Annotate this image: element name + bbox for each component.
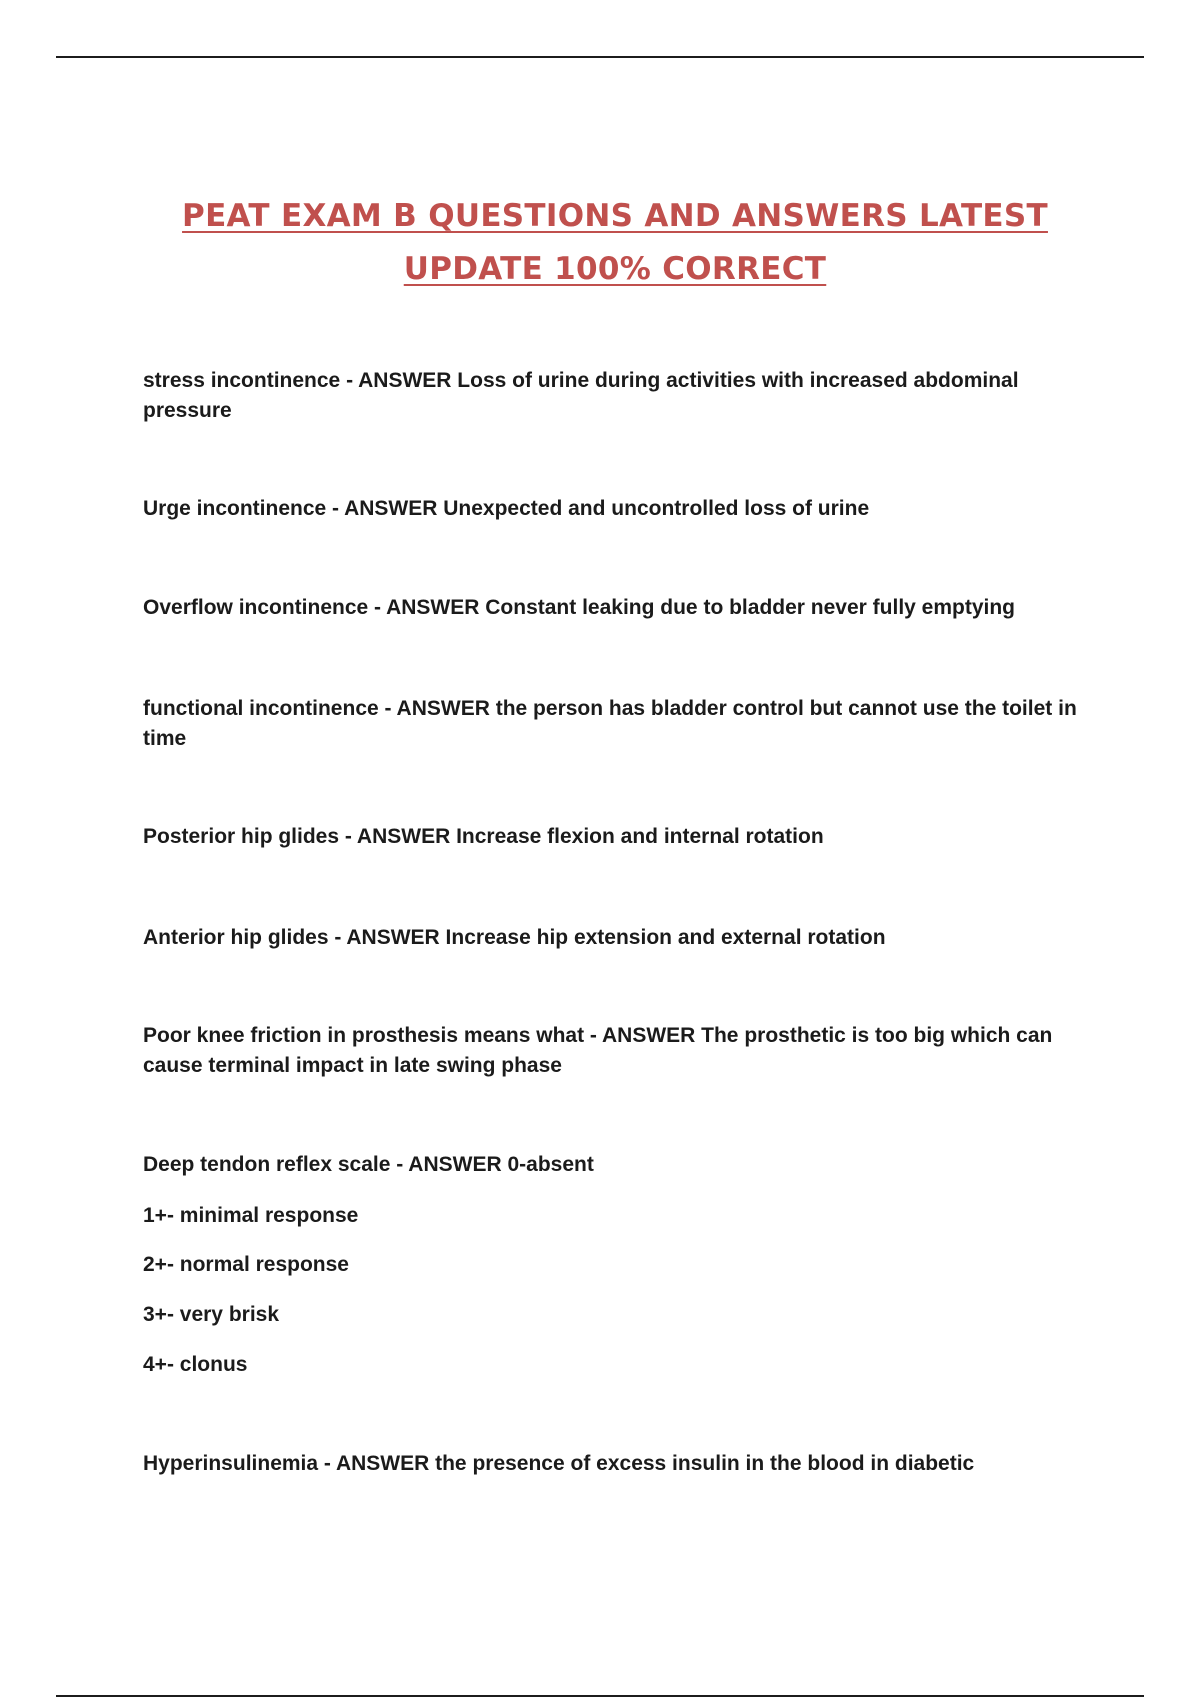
qa-item-stress-incontinence: stress incontinence - ANSWER Loss of urine during activities with increased abdominal pressure (143, 369, 1019, 422)
qa-item-anterior-hip-glides: Anterior hip glides - ANSWER Increase hip extension and external rotation (143, 926, 886, 949)
qa-item-overflow-incontinence: Overflow incontinence - ANSWER Constant leaking due to bladder never fully emptying (143, 596, 1016, 619)
qa-item-urge-incontinence: Urge incontinence - ANSWER Unexpected and uncontrolled loss of urine (143, 497, 870, 520)
reflex-scale-item: 1+- minimal response (143, 1204, 359, 1227)
qa-item-hyperinsulinemia: Hyperinsulinemia - ANSWER the presence of excess insulin in the blood in diabetic (143, 1452, 975, 1475)
reflex-scale-item: 3+- very brisk (143, 1303, 280, 1326)
qa-item-deep-tendon-reflex-scale: Deep tendon reflex scale - ANSWER 0-absent (143, 1153, 594, 1176)
title-line-1: PEAT EXAM B QUESTIONS AND ANSWERS LATEST (182, 198, 1048, 234)
reflex-scale-item: 2+- normal response (143, 1253, 349, 1276)
footer-rule (56, 1695, 1144, 1697)
reflex-scale-item: 4+- clonus (143, 1353, 248, 1376)
qa-item-functional-incontinence: functional incontinence - ANSWER the person has bladder control but cannot use the toilet in time (143, 697, 1077, 750)
qa-item-posterior-hip-glides: Posterior hip glides - ANSWER Increase flexion and internal rotation (143, 825, 824, 848)
title-line-2: UPDATE 100% CORRECT (403, 251, 827, 287)
header-rule (56, 56, 1144, 58)
qa-item-poor-knee-friction: Poor knee friction in prosthesis means what - ANSWER The prosthetic is too big which can cause terminal impact in late swing phase (143, 1024, 1053, 1077)
document-title (100, 190, 1130, 296)
